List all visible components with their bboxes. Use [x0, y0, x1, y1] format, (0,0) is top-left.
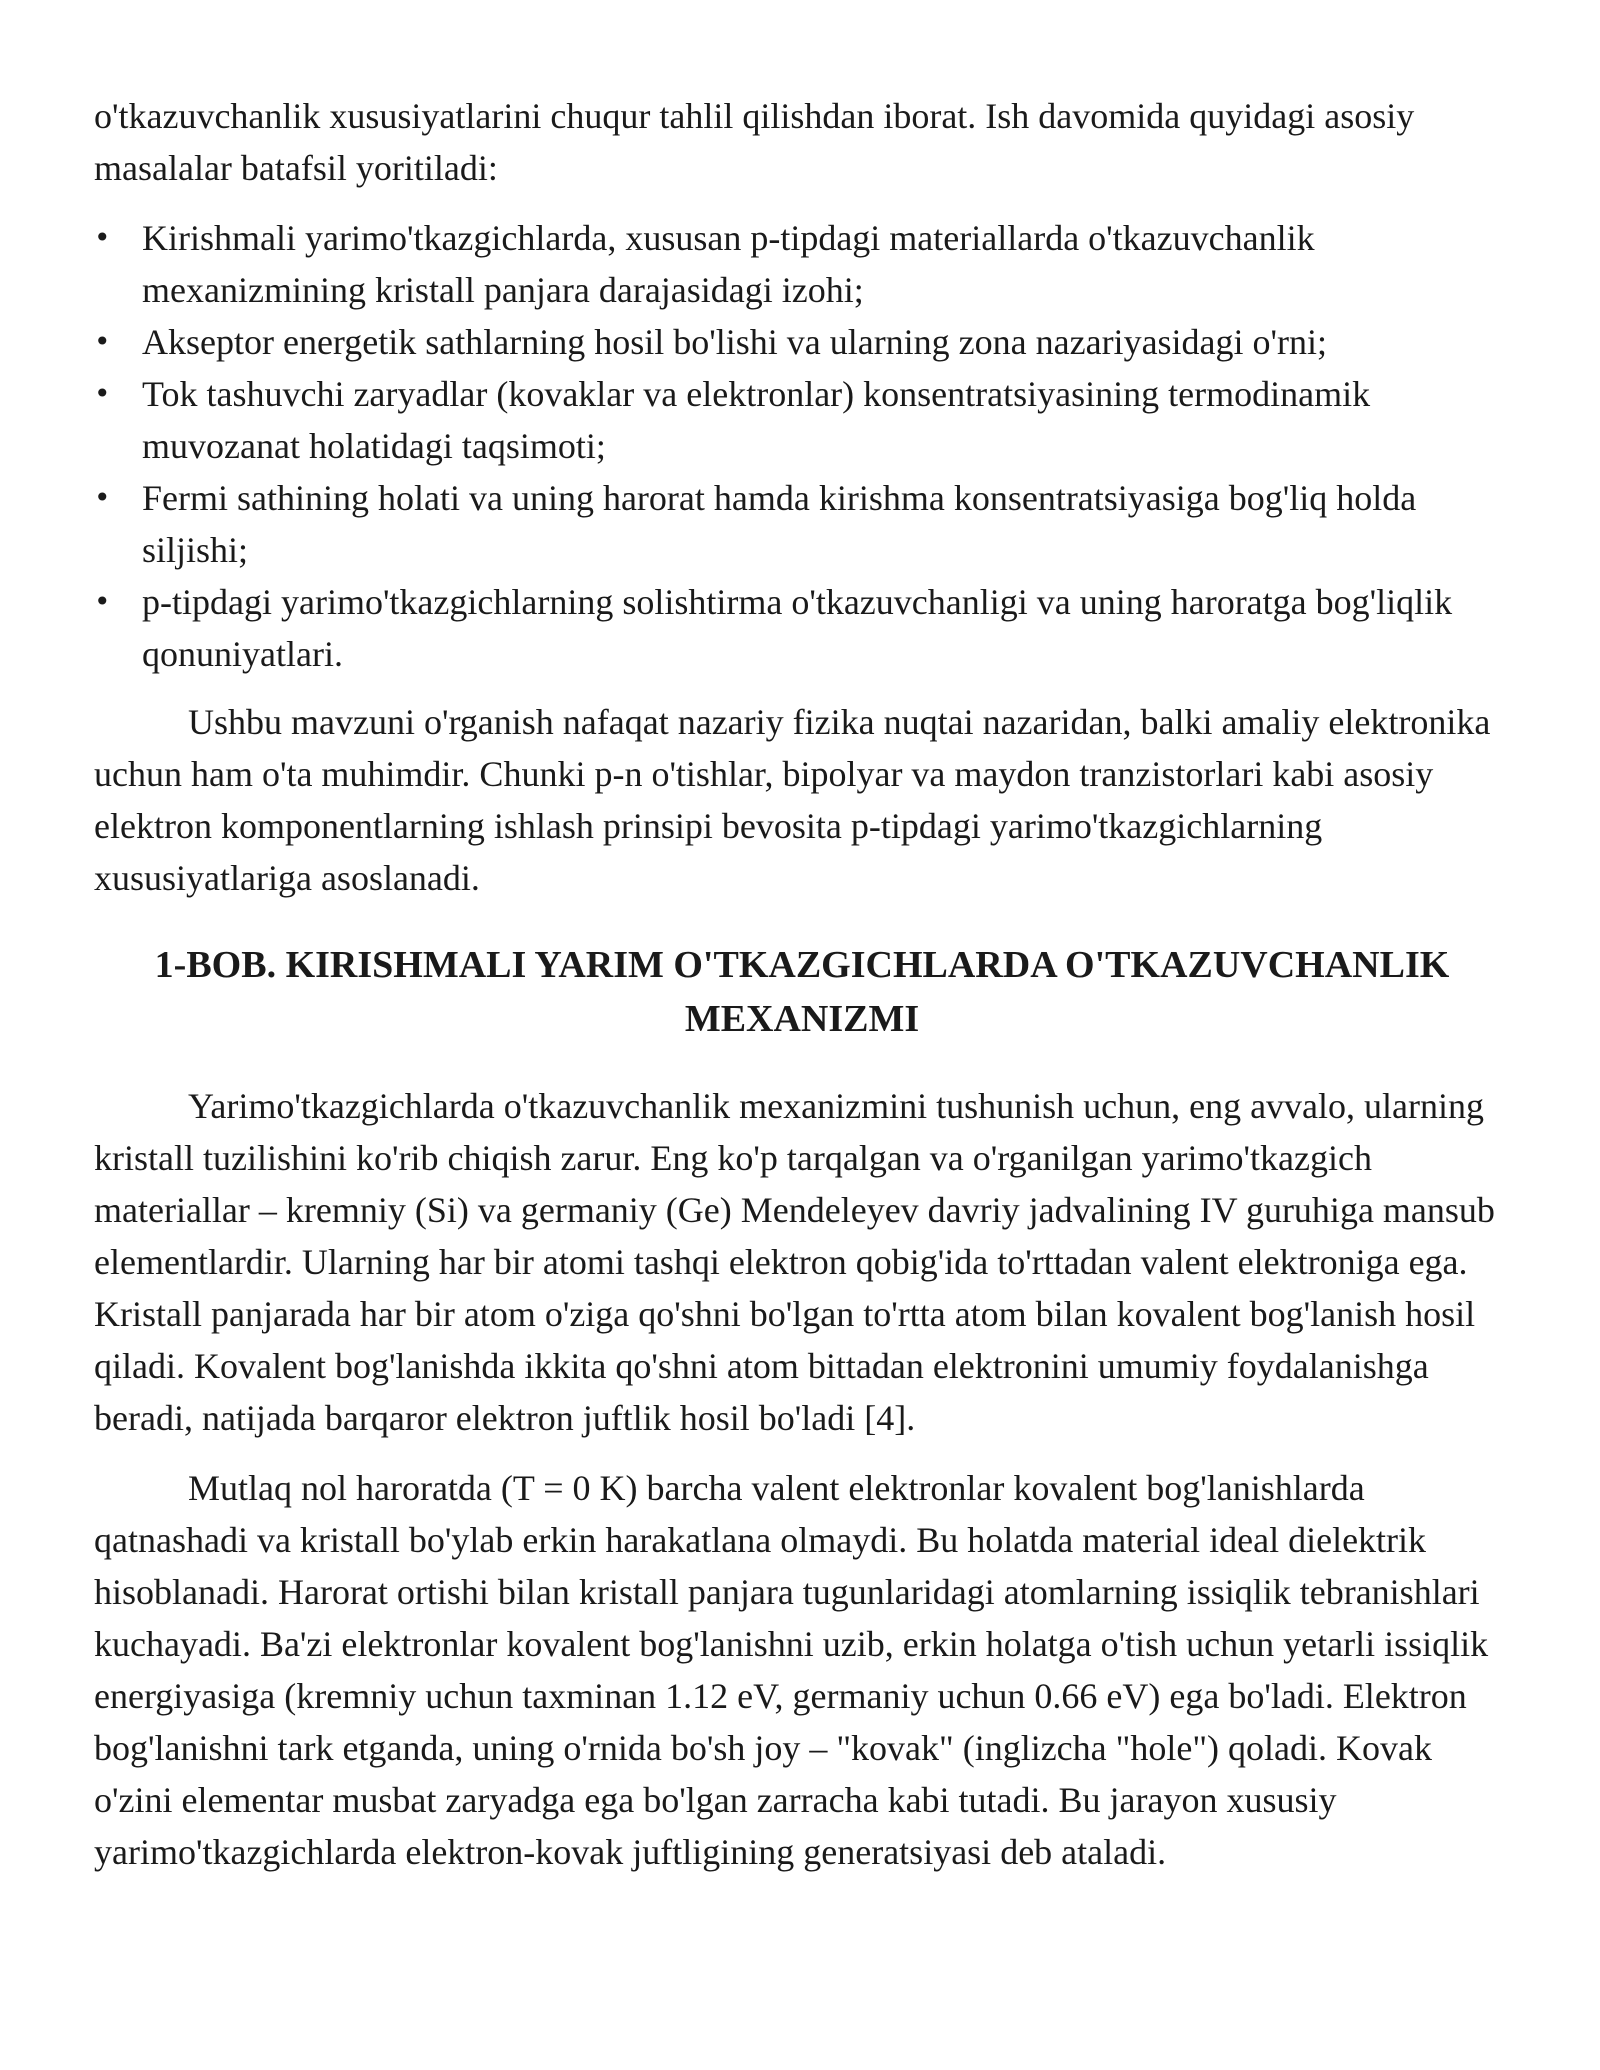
chapter-paragraph: Yarimo'tkazgichlarda o'tkazuvchanlik mexanizmini tushunish uchun, eng avvalo, ularning kristall tuzilishini ko'rib chiqish zarur. Eng ko'p tarqalgan va o'rganilgan yarimo'tkazgich materiallar – kremniy (Si) va germaniy (Ge) Mendeleyev davriy jadvalining IV guruhiga mansub elementlardir. Ularning har bir atomi tashqi elektron qobig'ida to'rttadan valent elektroniga ega. Kristall panjarada har bir atom o'ziga qo'shni bo'lgan to'rtta atom bilan kovalent bog'lanish hosil qiladi. Kovalent bog'lanishda ikkita qo'shni atom bittadan elektronini umumiy foydalanishga beradi, natijada barqaror elektron juftlik hosil bo'ladi [4]. — [94, 1086, 1495, 1438]
list-item-text: Tok tashuvchi zaryadlar (kovaklar va elektronlar) konsentratsiyasining termodinamik muvozanat holatidagi taqsimoti; — [142, 374, 1371, 466]
list-item-text: Fermi sathining holati va uning harorat hamda kirishma konsentratsiyasiga bog'liq holda siljishi; — [142, 478, 1417, 570]
list-item — [94, 368, 1510, 472]
bullet-icon: • — [94, 481, 111, 514]
list-item — [94, 472, 1510, 576]
chapter-paragraph: Mutlaq nol haroratda (T = 0 K) barcha valent elektronlar kovalent bog'lanishlarda qatnashadi va kristall bo'ylab erkin harakatlana olmaydi. Bu holatda material ideal dielektrik hisoblanadi. Harorat ortishi bilan kristall panjara tugunlaridagi atomlarning issiqlik tebranishlari kuchayadi. Ba'zi elektronlar kovalent bog'lanishni uzib, erkin holatga o'tish uchun yetarli issiqlik energiyasiga (kremniy uchun taxminan 1.12 eV, germaniy uchun 0.66 eV) ega bo'ladi. Elektron bog'lanishni tark etganda, uning o'rnida bo'sh joy – "kovak" (inglizcha "hole") qoladi. Kovak o'zini elementar musbat zaryadga ega bo'lgan zarracha kabi tutadi. Bu jarayon xususiy yarimo'tkazgichlarda elektron-kovak juftligining generatsiyasi deb ataladi. — [94, 1468, 1489, 1872]
chapter-title: 1-BOB. KIRISHMALI YARIM O'TKAZGICHLARDA O'TKAZUVCHANLIK MEXANIZMI — [154, 944, 1450, 1040]
list-item-text: Akseptor energetik sathlarning hosil bo'lishi va ularning zona nazariyasidagi o'rni; — [142, 322, 1328, 362]
list-item — [94, 212, 1510, 316]
bullet-icon: • — [94, 585, 111, 618]
list-item — [94, 316, 1510, 368]
tasks-list — [94, 212, 1510, 680]
list-item-text: Kirishmali yarimo'tkazgichlarda, xususan p-tipdagi materiallarda o'tkazuvchanlik mexanizmining kristall panjara darajasidagi izohi; — [142, 218, 1315, 310]
list-item-text: p-tipdagi yarimo'tkazgichlarning solishtirma o'tkazuvchanligi va uning haroratga bog'liqlik qonuniyatlari. — [142, 582, 1453, 674]
list-item — [94, 576, 1510, 680]
bullet-icon: • — [94, 325, 111, 358]
document-page — [94, 90, 1510, 1896]
intro-paragraph: Ushbu mavzuni o'rganish nafaqat nazariy fizika nuqtai nazaridan, balki amaliy elektronika uchun ham o'ta muhimdir. Chunki p-n o'tishlar, bipolyar va maydon tranzistorlari kabi asosiy elektron komponentlarning ishlash prinsipi bevosita p-tipdagi yarimo'tkazgichlarning xususiyatlariga asoslanadi. — [94, 702, 1491, 898]
intro-continuation: o'tkazuvchanlik xususiyatlarini chuqur tahlil qilishdan iborat. Ish davomida quyidagi asosiy masalalar batafsil yoritiladi: — [94, 96, 1415, 188]
bullet-icon: • — [94, 221, 111, 254]
bullet-icon: • — [94, 377, 111, 410]
